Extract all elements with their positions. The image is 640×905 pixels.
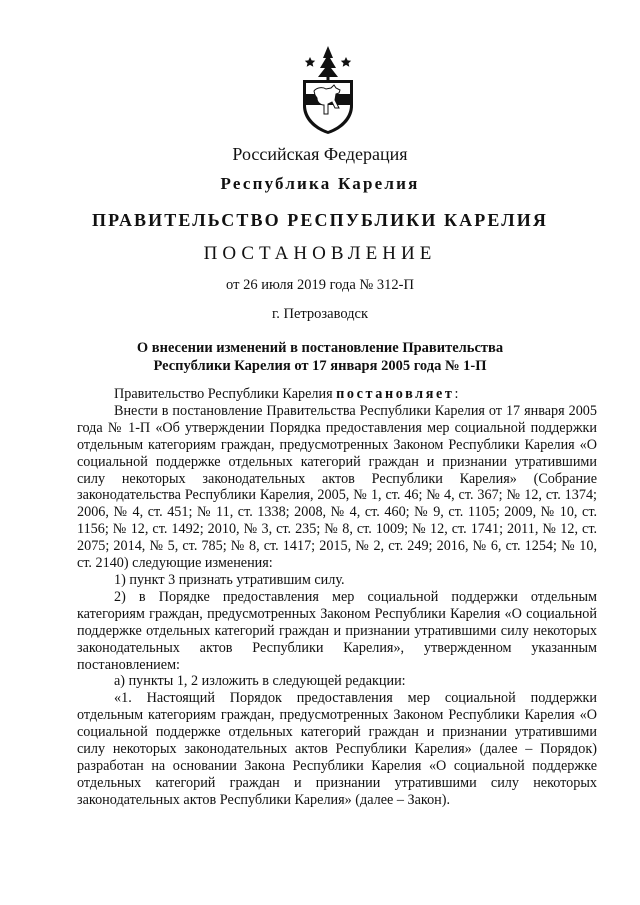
republic-name: Республика Карелия bbox=[220, 174, 420, 193]
country-name: Российская Федерация bbox=[232, 144, 408, 164]
document-city: г. Петрозаводск bbox=[271, 306, 369, 322]
intro-paragraph bbox=[77, 386, 597, 403]
body-paragraph: а) пункты 1, 2 изложить в следующей редакции: bbox=[114, 673, 406, 690]
document-subject bbox=[0, 339, 640, 375]
body-paragraph: 1) пункт 3 признать утратившим силу. bbox=[114, 571, 345, 588]
government-title: ПРАВИТЕЛЬСТВО РЕСПУБЛИКИ КАРЕЛИЯ bbox=[92, 210, 548, 230]
document-body bbox=[77, 386, 597, 809]
subject-line-1: О внесении изменений в постановление Правительства bbox=[136, 340, 504, 356]
intro-prefix: Правительство Республики Карелия bbox=[114, 386, 337, 402]
intro-resolves: постановляет bbox=[336, 386, 455, 402]
intro-suffix: : bbox=[454, 386, 459, 402]
document-date-number: от 26 июля 2019 года № 312-П bbox=[226, 277, 414, 293]
karelia-coat-of-arms-icon bbox=[297, 44, 359, 136]
document-type: ПОСТАНОВЛЕНИЕ bbox=[203, 243, 437, 264]
body-paragraph: Внести в постановление Правительства Республики Карелия от 17 января 2005 года № 1-П «Об утверждении Порядка предоставления мер социальной поддержки отдельным категориям граждан, предусмотренных Законом Республики Карелия «О социальной поддержке отдельных категорий граждан и признании утратившими силу некоторых законодательных актов Республики Карелия» (Собрание законодательства Республики Карелия, 2005, № 1, ст. 46; № 4, ст. 367; № 12, ст. 1374; 2006, № 4, ст. 451; № 11, ст. 1338; 2008, № 4, ст. 460; № 9, ст. 1105; 2009, № 10, ст. 1156; № 12, ст. 1492; 2010, № 3, ст. 235; № 8, ст. 1009; № 12, ст. 1741; 2011, № 12, ст. 2075; 2014, № 5, ст. 785; № 8, ст. 1417; 2015, № 2, ст. 249; 2016, № 6, ст. 1254; № 10, ст. 2140) следующие изменения: bbox=[77, 402, 597, 572]
body-paragraph: «1. Настоящий Порядок предоставления мер социальной поддержки отдельным категориям граждан, предусмотренных Законом Республики Карелия «О социальной поддержке отдельных категорий граждан и признании утратившими силу некоторых законодательных актов Республики Карелия» (далее – Порядок) разработан на основании Закона Республики Карелия «О социальной поддержке отдельных категорий граждан и признании утратившими силу некоторых законодательных актов Республики Карелия» (далее – Закон). bbox=[77, 690, 597, 808]
subject-line-2: Республики Карелия от 17 января 2005 года № 1-П bbox=[153, 358, 487, 374]
body-paragraph: 2) в Порядке предоставления мер социальной поддержки отдельным категориям граждан, предусмотренных Законом Республики Карелия «О социальной поддержке отдельных категорий граждан и признании утратившими силу некоторых законодательных актов Республики Карелия», утвержденном указанным постановлением: bbox=[77, 588, 597, 673]
